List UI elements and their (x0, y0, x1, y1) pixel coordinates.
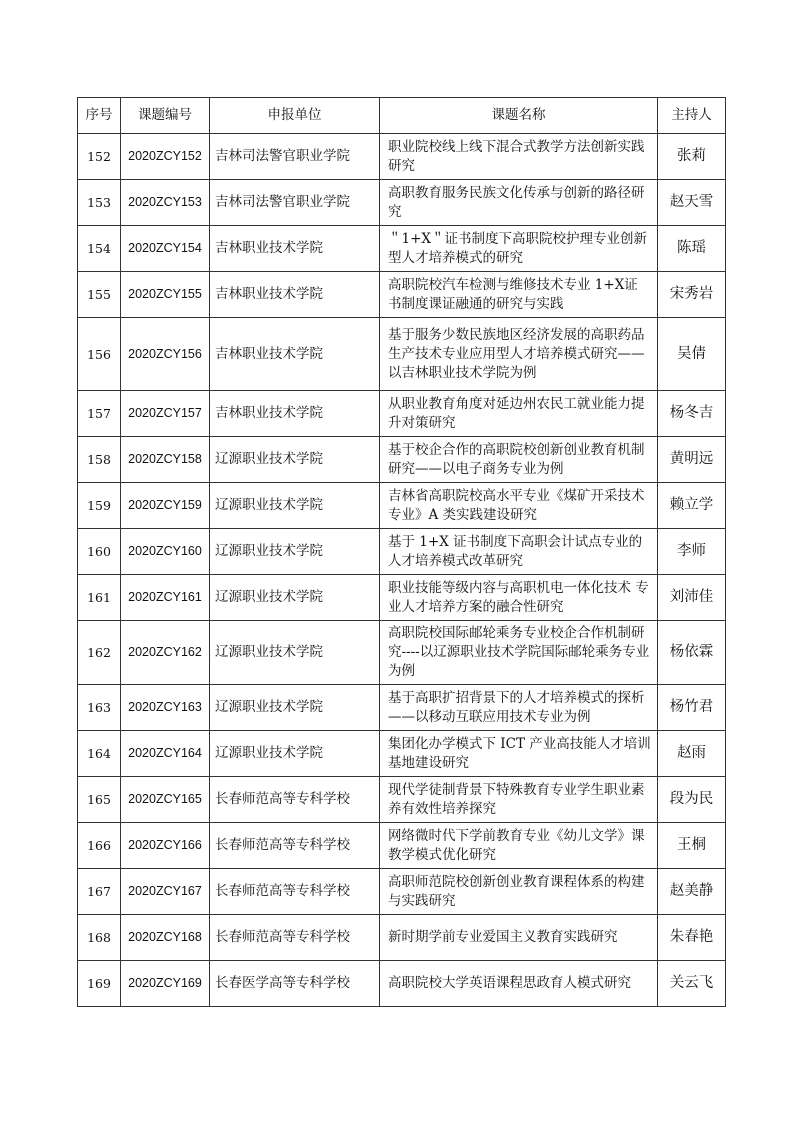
project-code: 2020ZCY155 (121, 272, 210, 318)
project-title: 高职教育服务民族文化传承与创新的路径研究 (380, 180, 658, 226)
row-number: 153 (78, 180, 121, 226)
applicant-unit: 辽源职业技术学院 (210, 575, 380, 621)
applicant-unit: 辽源职业技术学院 (210, 685, 380, 731)
row-number: 161 (78, 575, 121, 621)
header-title: 课题名称 (380, 98, 658, 134)
project-title: 从职业教育角度对延边州农民工就业能力提升对策研究 (380, 391, 658, 437)
table-row (78, 134, 726, 180)
applicant-unit: 辽源职业技术学院 (210, 621, 380, 685)
table-row (78, 180, 726, 226)
project-host: 赵雨 (658, 731, 726, 777)
applicant-unit: 长春师范高等专科学校 (210, 915, 380, 961)
applicant-unit: 吉林职业技术学院 (210, 391, 380, 437)
table-header-row (78, 98, 726, 134)
project-code: 2020ZCY169 (121, 961, 210, 1007)
project-host: 宋秀岩 (658, 272, 726, 318)
row-number: 167 (78, 869, 121, 915)
project-title: 吉林省高职院校高水平专业《煤矿开采技术专业》A 类实践建设研究 (380, 483, 658, 529)
row-number: 152 (78, 134, 121, 180)
table-row (78, 731, 726, 777)
row-number: 160 (78, 529, 121, 575)
project-host: 赖立学 (658, 483, 726, 529)
project-code: 2020ZCY166 (121, 823, 210, 869)
row-number: 157 (78, 391, 121, 437)
table-body (78, 134, 726, 1007)
applicant-unit: 长春师范高等专科学校 (210, 869, 380, 915)
table-row (78, 437, 726, 483)
project-host: 段为民 (658, 777, 726, 823)
header-host: 主持人 (658, 98, 726, 134)
project-code: 2020ZCY164 (121, 731, 210, 777)
row-number: 164 (78, 731, 121, 777)
project-host: 王桐 (658, 823, 726, 869)
project-code: 2020ZCY168 (121, 915, 210, 961)
project-host: 陈瑶 (658, 226, 726, 272)
project-host: 赵美静 (658, 869, 726, 915)
table-row (78, 483, 726, 529)
applicant-unit: 吉林职业技术学院 (210, 272, 380, 318)
project-title: 基于高职扩招背景下的人才培养模式的探析——以移动互联应用技术专业为例 (380, 685, 658, 731)
project-title: 基于 1+X 证书制度下高职会计试点专业的人才培养模式改革研究 (380, 529, 658, 575)
row-number: 155 (78, 272, 121, 318)
project-code: 2020ZCY163 (121, 685, 210, 731)
project-title: 现代学徒制背景下特殊教育专业学生职业素养有效性培养探究 (380, 777, 658, 823)
applicant-unit: 辽源职业技术学院 (210, 529, 380, 575)
table-row (78, 575, 726, 621)
applicant-unit: 长春医学高等专科学校 (210, 961, 380, 1007)
header-no: 序号 (78, 98, 121, 134)
project-code: 2020ZCY161 (121, 575, 210, 621)
row-number: 159 (78, 483, 121, 529)
table-row (78, 272, 726, 318)
applicant-unit: 辽源职业技术学院 (210, 437, 380, 483)
table-row (78, 961, 726, 1007)
row-number: 169 (78, 961, 121, 1007)
project-host: 杨依霖 (658, 621, 726, 685)
table-row (78, 226, 726, 272)
project-title: 高职院校大学英语课程思政育人模式研究 (380, 961, 658, 1007)
project-title: 基于校企合作的高职院校创新创业教育机制研究——以电子商务专业为例 (380, 437, 658, 483)
table-row (78, 391, 726, 437)
project-title: 高职师范院校创新创业教育课程体系的构建与实践研究 (380, 869, 658, 915)
table-row (78, 823, 726, 869)
project-code: 2020ZCY153 (121, 180, 210, 226)
table-row (78, 685, 726, 731)
project-title: ＂1+X＂证书制度下高职院校护理专业创新型人才培养模式的研究 (380, 226, 658, 272)
project-code: 2020ZCY167 (121, 869, 210, 915)
project-code: 2020ZCY165 (121, 777, 210, 823)
document-page (77, 97, 725, 1007)
project-host: 黄明远 (658, 437, 726, 483)
project-host: 李师 (658, 529, 726, 575)
project-title: 网络微时代下学前教育专业《幼儿文学》课教学模式优化研究 (380, 823, 658, 869)
project-code: 2020ZCY158 (121, 437, 210, 483)
project-host: 杨冬吉 (658, 391, 726, 437)
applicant-unit: 吉林司法警官职业学院 (210, 134, 380, 180)
project-code: 2020ZCY159 (121, 483, 210, 529)
project-host: 朱春艳 (658, 915, 726, 961)
project-title: 职业院校线上线下混合式教学方法创新实践研究 (380, 134, 658, 180)
project-table (77, 97, 726, 1007)
table-row (78, 869, 726, 915)
applicant-unit: 吉林职业技术学院 (210, 318, 380, 391)
row-number: 158 (78, 437, 121, 483)
row-number: 162 (78, 621, 121, 685)
project-title: 高职院校汽车检测与维修技术专业 1+X证书制度课证融通的研究与实践 (380, 272, 658, 318)
project-code: 2020ZCY156 (121, 318, 210, 391)
project-title: 基于服务少数民族地区经济发展的高职药品生产技术专业应用型人才培养模式研究——以吉林职业技术学院为例 (380, 318, 658, 391)
applicant-unit: 长春师范高等专科学校 (210, 777, 380, 823)
table-row (78, 621, 726, 685)
project-code: 2020ZCY152 (121, 134, 210, 180)
row-number: 156 (78, 318, 121, 391)
applicant-unit: 吉林职业技术学院 (210, 226, 380, 272)
row-number: 154 (78, 226, 121, 272)
project-host: 关云飞 (658, 961, 726, 1007)
project-title: 新时期学前专业爱国主义教育实践研究 (380, 915, 658, 961)
header-unit: 申报单位 (210, 98, 380, 134)
project-host: 杨竹君 (658, 685, 726, 731)
table-row (78, 915, 726, 961)
project-host: 吴倩 (658, 318, 726, 391)
row-number: 168 (78, 915, 121, 961)
project-host: 刘沛佳 (658, 575, 726, 621)
project-host: 赵天雪 (658, 180, 726, 226)
applicant-unit: 辽源职业技术学院 (210, 483, 380, 529)
project-code: 2020ZCY157 (121, 391, 210, 437)
row-number: 163 (78, 685, 121, 731)
applicant-unit: 辽源职业技术学院 (210, 731, 380, 777)
project-title: 高职院校国际邮轮乘务专业校企合作机制研究----以辽源职业技术学院国际邮轮乘务专业为例 (380, 621, 658, 685)
project-code: 2020ZCY154 (121, 226, 210, 272)
table-row (78, 777, 726, 823)
project-code: 2020ZCY162 (121, 621, 210, 685)
project-title: 职业技能等级内容与高职机电一体化技术 专业人才培养方案的融合性研究 (380, 575, 658, 621)
row-number: 166 (78, 823, 121, 869)
project-host: 张莉 (658, 134, 726, 180)
table-row (78, 318, 726, 391)
applicant-unit: 长春师范高等专科学校 (210, 823, 380, 869)
project-title: 集团化办学模式下 ICT 产业高技能人才培训基地建设研究 (380, 731, 658, 777)
table-row (78, 529, 726, 575)
project-code: 2020ZCY160 (121, 529, 210, 575)
header-code: 课题编号 (121, 98, 210, 134)
applicant-unit: 吉林司法警官职业学院 (210, 180, 380, 226)
row-number: 165 (78, 777, 121, 823)
